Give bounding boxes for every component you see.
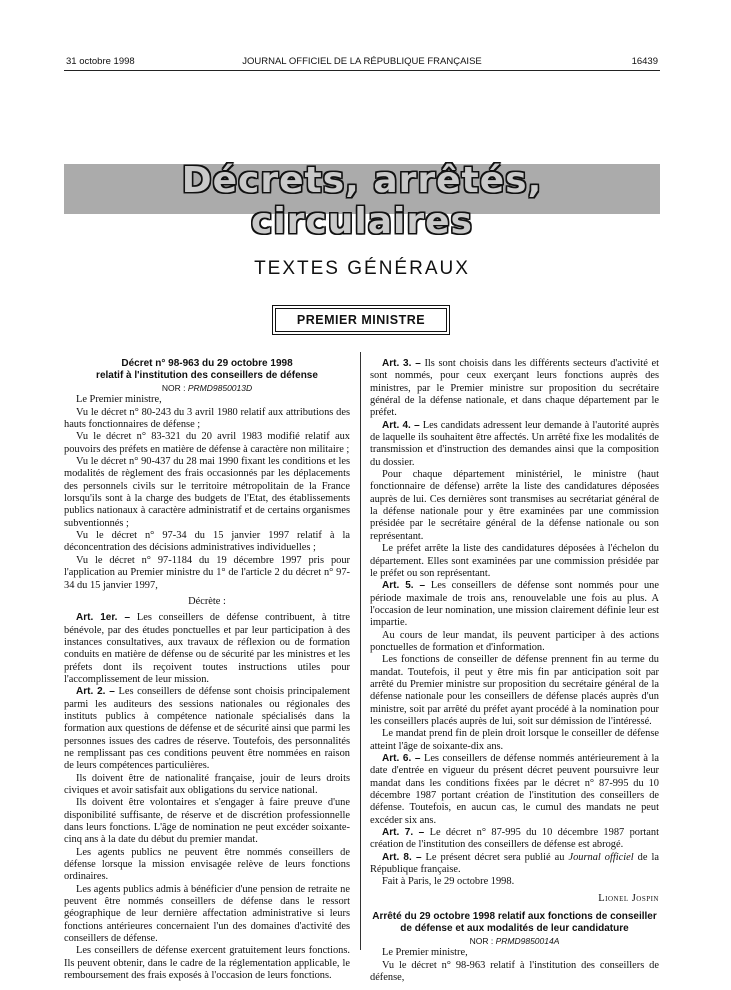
column-divider — [360, 352, 361, 950]
nor-label: NOR : — [469, 936, 494, 947]
article-2 — [64, 686, 350, 772]
article-6 — [370, 753, 659, 827]
article-5 — [370, 580, 659, 629]
paragraph: Les agents publics ne peuvent être nommés conseillers de défense lorsque la mission envisagée relève de leurs fonctions ordinaires. — [64, 846, 350, 883]
paragraph: Le mandat prend fin de plein droit lorsque le conseiller de défense atteint l'âge de soixante-dix ans. — [370, 728, 659, 752]
paragraph: Ils doivent être de nationalité française, jouir de leurs droits civiques et avoir satisfait aux obligations du service national. — [64, 772, 350, 796]
article-label: Art. 4. – — [382, 419, 420, 431]
decree-nor — [64, 382, 350, 394]
article-text: Les conseillers de défense sont nommés pour une période maximale de trois ans, renouvelable une fois au plus. A l'occasion de leur nomination, une mission clairement définie leur est impartie. — [370, 580, 659, 629]
article-label: Art. 6. – — [382, 753, 421, 764]
signature: Lionel Jospin — [598, 892, 659, 904]
article-text: Les conseillers de défense nommés antérieurement à la date d'entrée en vigueur du présent décret peuvent poursuivre leur mandat dans les conditions fixées par le décret n° 87-995 du 10 décembre 1987 portant création de l'institution des conseillers de défense. Toutefois, en aucun cas, le cumul des mandats ne peut excéder six ans. — [370, 753, 659, 826]
article-label: Art. 7. – — [382, 827, 425, 839]
article-text: Le présent décret sera publié au — [425, 851, 565, 863]
paragraph: Vu le décret n° 97-1184 du 19 décembre 1997 pris pour l'application au Premier ministre du 1° de l'article 2 du décret n° 97-34 du 15 janvier 1997, — [64, 554, 350, 591]
header-rule — [64, 70, 660, 71]
arrete-nor — [370, 935, 659, 947]
article-4 — [370, 420, 659, 469]
article-text: Le décret n° 87-995 du 10 décembre 1987 portant création de l'institution des conseillers de défense est abrogé. — [370, 827, 659, 851]
paragraph: Vu le décret n° 83-321 du 20 avril 1983 modifié relatif aux pouvoirs des préfets en matière de défense à caractère non militaire ; — [64, 431, 350, 455]
header-date: 31 octobre 1998 — [66, 56, 135, 67]
journal-officiel-ref: Journal officiel — [568, 851, 634, 863]
paragraph: Ils doivent être volontaires et s'engager à faire preuve d'une disponibilité suffisante, de réserve et de discrétion professionnelle dans leurs fonctions. L'âge de nomination ne peut excéder soixante-cinq ans à la date du début du premier mandat. — [64, 797, 350, 846]
paragraph: Vu le décret n° 98-963 relatif à l'institution des conseillers de défense, — [370, 959, 659, 984]
paragraph: Au cours de leur mandat, ils peuvent participer à des actions ponctuelles de formation et d'information. — [370, 629, 659, 653]
paragraph: Vu le décret n° 80-243 du 3 avril 1980 relatif aux attributions des hauts fonctionnaires de défense ; — [64, 406, 350, 431]
paragraph: Pour chaque département ministériel, le ministre (haut fonctionnaire de défense) arrête la liste des candidatures déposées auprès de lui. Ces dernières sont transmises au secrétariat général de la défense nationale pour y être examinées par une commission présidée par le secrétaire général de la défense nationale ou son représentant. — [370, 469, 659, 542]
banner-title: Décrets, arrêtés, circulaires — [181, 160, 543, 242]
nor-value: PRMD9850014A — [495, 936, 560, 947]
article-label: Art. 5. – — [382, 580, 426, 592]
nor-value: PRMD9850013D — [187, 383, 253, 393]
left-column — [64, 358, 350, 983]
paragraph: Le Premier ministre, — [382, 947, 468, 959]
paragraph: Les agents publics admis à bénéficier d'une pension de retraite ne peuvent être nommés conseillers de défense dans le ressort géographique de leur dernière affectation administrative si leurs fonctions antérieures concernaient l'un des domaines d'activité des conseillers de défense. — [64, 883, 350, 945]
article-text: Ils sont choisis dans les différents secteurs d'activité et sont nommés, pour ceux exerçant leurs fonctions auprès des ministres, par le Premier ministre sur proposition du secrétaire général de la défense nationale, et dans chaque département par le préfet. — [370, 358, 659, 419]
ministry-box: PREMIER MINISTRE — [275, 308, 447, 332]
decree-subtitle: relatif à l'institution des conseillers de défense — [96, 370, 318, 381]
arrete-title: Arrêté du 29 octobre 1998 relatif aux fonctions de conseiller de défense et aux modalités de leur candidature — [372, 911, 657, 935]
article-label: Art. 2. – — [76, 686, 115, 698]
header-page-number: 16439 — [631, 56, 658, 67]
article-label: Art. 3. – — [382, 358, 421, 369]
right-column — [370, 358, 659, 985]
article-8 — [370, 852, 659, 877]
paragraph: Vu le décret n° 90-437 du 28 mai 1990 fixant les conditions et les modalités de règlement des frais occasionnés par les déplacements des personnels civils sur le territoire métropolitain de la France lorsqu'ils sont à la charge des budgets de l'Etat, des établissements publics nationaux à caractère administratif et de certains organismes subventionnés ; — [64, 456, 350, 529]
nor-label: NOR : — [161, 383, 186, 393]
paragraph: Les fonctions de conseiller de défense prennent fin au terme du mandat. Toutefois, il peut y être mis fin par anticipation soit par arrêté du Premier ministre sur proposition du secrétaire général de la défense nationale pour les conseillers de défense placés auprès d'un ministre, soit par arrêté du préfet ayant procédé à la nomination pour les conseillers placés auprès de lui, soit sur démission de l'intéressé. — [370, 654, 659, 727]
decree-title: Décret n° 98-963 du 29 octobre 1998 — [121, 358, 293, 369]
article-text: de la République française. — [370, 851, 659, 876]
paragraph: Le Premier ministre, — [76, 394, 162, 406]
article-label: Art. 8. – — [382, 851, 422, 863]
section-heading: TEXTES GÉNÉRAUX — [254, 258, 470, 279]
article-1 — [64, 612, 350, 686]
article-text: Les conseillers de défense sont choisis principalement parmi les auditeurs des sessions nationales ou régionales des instituts publics à compétence nationale spécialisés dans la formation aux questions de défense et de sécurité ainsi que parmi les personnes issues des cadres de réserve. Toutefois, des personnalités ne remplissant pas ces conditions peuvent être nommées en raison de leurs compétences particulières. — [64, 686, 350, 772]
paragraph: Vu le décret n° 97-34 du 15 janvier 1997 relatif à la déconcentration des décisions administratives individuelles ; — [64, 530, 350, 554]
decrete-heading: Décrète : — [188, 595, 226, 607]
paragraph: Les conseillers de défense exercent gratuitement leurs fonctions. Ils peuvent obtenir, dans le cadre de la réglementation applicable, le remboursement des frais exposés à l'occasion de leurs fonctions. — [64, 945, 350, 982]
article-3 — [370, 358, 659, 420]
header-journal-title: JOURNAL OFFICIEL DE LA RÉPUBLIQUE FRANÇAISE — [242, 56, 482, 67]
paragraph: Le préfet arrête la liste des candidatures déposées à l'échelon du département. Elles sont examinées par une commission présidée par le préfet ou son représentant. — [370, 543, 659, 579]
article-text: Les conseillers de défense contribuent, à titre bénévole, par des études ponctuelles et par leur participation à des instances consultatives, aux travaux de réflexion ou de formation conduits en matière de défense ou de sécurité par les ministres et les préfets dont ils reçoivent toutes instructions utiles pour l'accomplissement de leur mission. — [64, 612, 350, 685]
article-label: Art. 1er. – — [76, 612, 131, 624]
article-text: Les candidats adressent leur demande à l'autorité auprès de laquelle ils souhaitent être affectés. Un arrêté fixe les modalités de transmission et d'instruction des demandes ainsi que la composition du dossier. — [370, 419, 660, 468]
article-7 — [370, 827, 659, 852]
done-at: Fait à Paris, le 29 octobre 1998. — [382, 876, 515, 888]
